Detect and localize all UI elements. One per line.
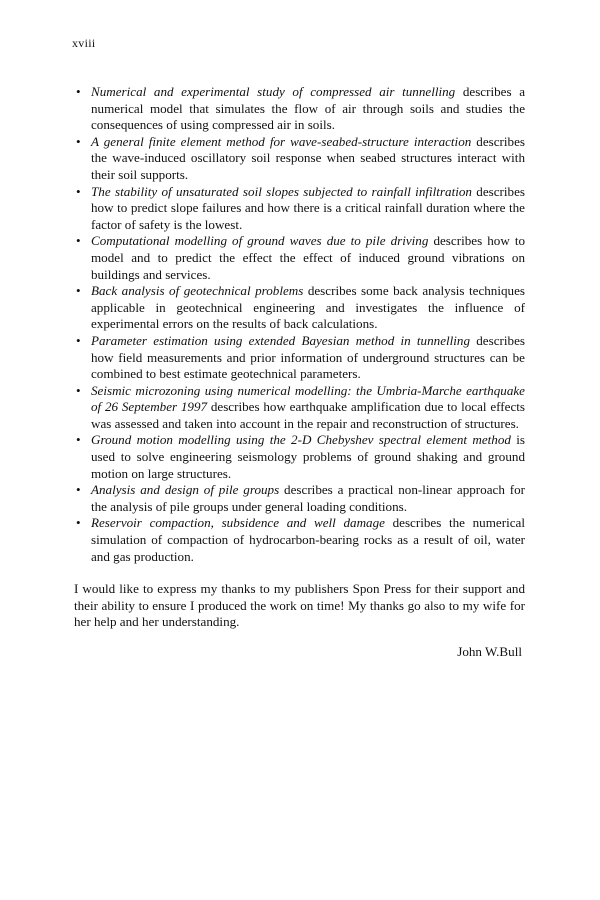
- chapter-title: Back analysis of geotechnical problems: [91, 283, 304, 299]
- bullet-icon: •: [76, 233, 81, 249]
- chapter-title: Numerical and experimental study of compressed air tunnelling: [91, 84, 456, 99]
- chapter-description: describes how to predict slope failures and how there is a critical rainfall duration where the factor of safety is the lowest.: [91, 183, 525, 232]
- author-signature: John W.Bull: [457, 644, 522, 660]
- list-item: [74, 432, 525, 482]
- list-item: [74, 134, 525, 184]
- list-item: [74, 333, 525, 383]
- page-content: [74, 84, 525, 661]
- chapter-description: describes a numerical model that simulates the flow of air through soils and studies the consequences of using compressed air in soils.: [91, 84, 526, 133]
- chapter-description: describes how earthquake amplification due to local effects was assessed and taken into account in the repair and reconstruction of structures.: [91, 399, 525, 431]
- chapter-summary-list: [74, 84, 525, 565]
- list-item: [74, 184, 525, 234]
- acknowledgement-paragraph: I would like to express my thanks to my publishers Spon Press for their support and their ability to ensure I produced the work on time! My thanks go also to my wife for her help and her understanding.: [74, 581, 525, 630]
- bullet-icon: •: [76, 283, 81, 299]
- chapter-title: A general finite element method for wave-seabed-structure interaction: [91, 133, 472, 149]
- chapter-title: Seismic microzoning using numerical modelling: the Umbria-Marche earthquake of 26 September 1997: [91, 382, 525, 415]
- bullet-icon: •: [76, 515, 81, 531]
- list-item: [74, 383, 525, 433]
- chapter-title: Ground motion modelling using the 2-D Chebyshev spectral element method: [91, 432, 511, 448]
- chapter-description: is used to solve engineering seismology problems of ground shaking and ground motion on large structures.: [91, 432, 525, 481]
- list-item: [74, 482, 525, 515]
- bullet-icon: •: [76, 133, 81, 149]
- chapter-description: describes how field measurements and prior information of underground structures can be combined to best estimate geotechnical parameters.: [91, 332, 525, 382]
- chapter-description: describes the numerical simulation of compaction of hydrocarbon-bearing rocks as a result of oil, water and gas production.: [91, 515, 525, 564]
- list-item: [74, 84, 525, 134]
- bullet-icon: •: [76, 482, 81, 498]
- chapter-title: The stability of unsaturated soil slopes subjected to rainfall infiltration: [91, 183, 472, 199]
- chapter-description: describes a practical non-linear approach for the analysis of pile groups under general loading conditions.: [91, 482, 526, 514]
- chapter-description: describes some back analysis techniques applicable in geotechnical engineering and investigates the influence of experimental errors on the results of back calculations.: [91, 283, 525, 332]
- list-item: [74, 233, 525, 283]
- chapter-title: Computational modelling of ground waves due to pile driving: [91, 233, 429, 249]
- chapter-title: Parameter estimation using extended Bayesian method in tunnelling: [91, 332, 471, 348]
- chapter-description: describes the wave-induced oscillatory soil response when seabed structures interact with their soil supports.: [91, 133, 525, 182]
- bullet-icon: •: [76, 84, 81, 99]
- list-item: [74, 515, 525, 565]
- list-item: [74, 283, 525, 333]
- chapter-description: describes how to model and to predict the effect the effect of induced ground vibrations on buildings and services.: [91, 233, 526, 282]
- bullet-icon: •: [76, 332, 81, 348]
- chapter-title: Reservoir compaction, subsidence and well damage: [91, 515, 385, 531]
- page-number: xviii: [72, 36, 96, 50]
- bullet-icon: •: [76, 432, 81, 448]
- bullet-icon: •: [76, 382, 81, 398]
- bullet-icon: •: [76, 183, 81, 199]
- chapter-title: Analysis and design of pile groups: [91, 482, 280, 498]
